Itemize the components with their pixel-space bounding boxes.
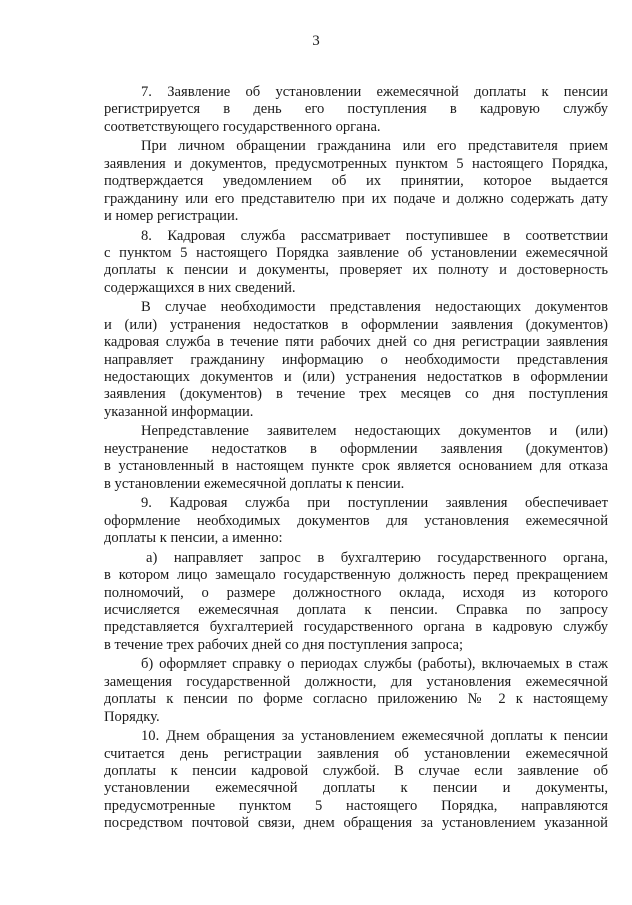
text-line: При личном обращении гражданина или его представителя прием: [141, 138, 608, 155]
text-line: кадровая служба в течение пяти рабочих дней со дня регистрации заявления: [104, 334, 608, 351]
text-line: Порядку.: [104, 708, 160, 725]
text-line: и (или) устранения недостатков в оформлении заявления (документов): [104, 316, 608, 333]
text-line: с пунктом 5 настоящего Порядка заявление об установлении ежемесячной: [104, 245, 608, 262]
text-line: посредством почтовой связи, днем обращения за установлением указанной: [104, 815, 608, 832]
text-line: 7. Заявление об установлении ежемесячной доплаты к пенсии: [141, 84, 608, 100]
text-line: в котором лицо замещало государственную должность перед прекращением: [104, 567, 608, 584]
text-line: неустранение недостатков в оформлении заявления (документов): [104, 440, 608, 457]
text-line: представляется бухгалтерией государственного органа в кадровую службу: [104, 619, 608, 636]
text-line: считается день регистрации заявления об установлении ежемесячной: [104, 745, 608, 762]
text-line: в установлении ежемесячной доплаты к пенсии.: [104, 475, 405, 492]
paragraph-8-missing-documents: [104, 299, 608, 421]
text-line: указанной информации.: [104, 403, 254, 420]
text-line: В случае необходимости представления недостающих документов: [141, 299, 608, 316]
text-line: исчисляется ежемесячная доплата к пенсии. Справка по запросу: [104, 601, 608, 618]
text-line: доплаты к пенсии по форме согласно приложению № 2 к настоящему: [104, 691, 608, 708]
text-line: в установленный в настоящем пункте срок является основанием для отказа: [104, 458, 608, 475]
text-line: замещения государственной должности, для установления ежемесячной: [104, 673, 608, 690]
text-line: соответствующего государственного органа.: [104, 118, 381, 135]
text-line: недостающих документов и (или) устранения недостатков в оформлении: [104, 369, 608, 386]
paragraph-8-refusal: [104, 423, 608, 493]
text-line: 9. Кадровая служба при поступлении заявления обеспечивает: [141, 495, 608, 512]
text-line: доплаты к пенсии кадровой службой. В случае если заявление об: [104, 762, 608, 779]
text-line: заявления (документов) в течение трех месяцев со дня поступления: [104, 386, 608, 403]
text-line: предусмотренные пунктом 5 настоящего Порядка, направляются: [104, 797, 608, 814]
text-line: в течение трех рабочих дней со дня поступления запроса;: [104, 636, 464, 653]
text-line: гражданину или его представителю при их подаче и должно содержать дату: [104, 190, 608, 207]
paragraph-9: [104, 495, 608, 547]
paragraph-10: [104, 728, 608, 832]
document-body: [104, 84, 608, 835]
paragraph-9-subitem-a: [104, 550, 608, 654]
text-line: заявления и документов, предусмотренных пунктом 5 настоящего Порядка,: [104, 155, 608, 172]
text-line: установлении ежемесячной доплаты к пенсии и документы,: [104, 780, 608, 797]
paragraph-7: [104, 84, 608, 136]
text-line: доплаты к пенсии, а именно:: [104, 530, 283, 547]
text-line: регистрируется в день его поступления в кадровую службу: [104, 101, 608, 118]
text-line: б) оформляет справку о периодах службы (работы), включаемых в стаж: [141, 656, 608, 673]
text-line: оформление необходимых документов для установления ежемесячной: [104, 512, 608, 529]
paragraph-8: [104, 228, 608, 298]
text-line: 8. Кадровая служба рассматривает поступившее в соответствии: [141, 227, 608, 244]
text-line: полномочий, о размере должностного оклада, исходя из которого: [104, 584, 608, 601]
text-line: направляет гражданину информацию о необходимости представления: [104, 351, 608, 368]
text-line: и номер регистрации.: [104, 208, 239, 225]
text-line: а) направляет запрос в бухгалтерию государственного органа,: [146, 549, 608, 566]
paragraph-7-personal-appeal: [104, 138, 608, 225]
text-line: доплаты к пенсии и документы, проверяет их полноту и достоверность: [104, 262, 608, 279]
page-number: 3: [312, 33, 320, 49]
text-line: содержащихся в них сведений.: [104, 279, 296, 296]
text-line: 10. Днем обращения за установлением ежемесячной доплаты к пенсии: [141, 728, 608, 745]
text-line: подтверждается уведомлением об их принятии, которое выдается: [104, 173, 608, 190]
paragraph-9-subitem-b: [104, 656, 608, 726]
text-line: Непредставление заявителем недостающих документов и (или): [141, 423, 608, 440]
